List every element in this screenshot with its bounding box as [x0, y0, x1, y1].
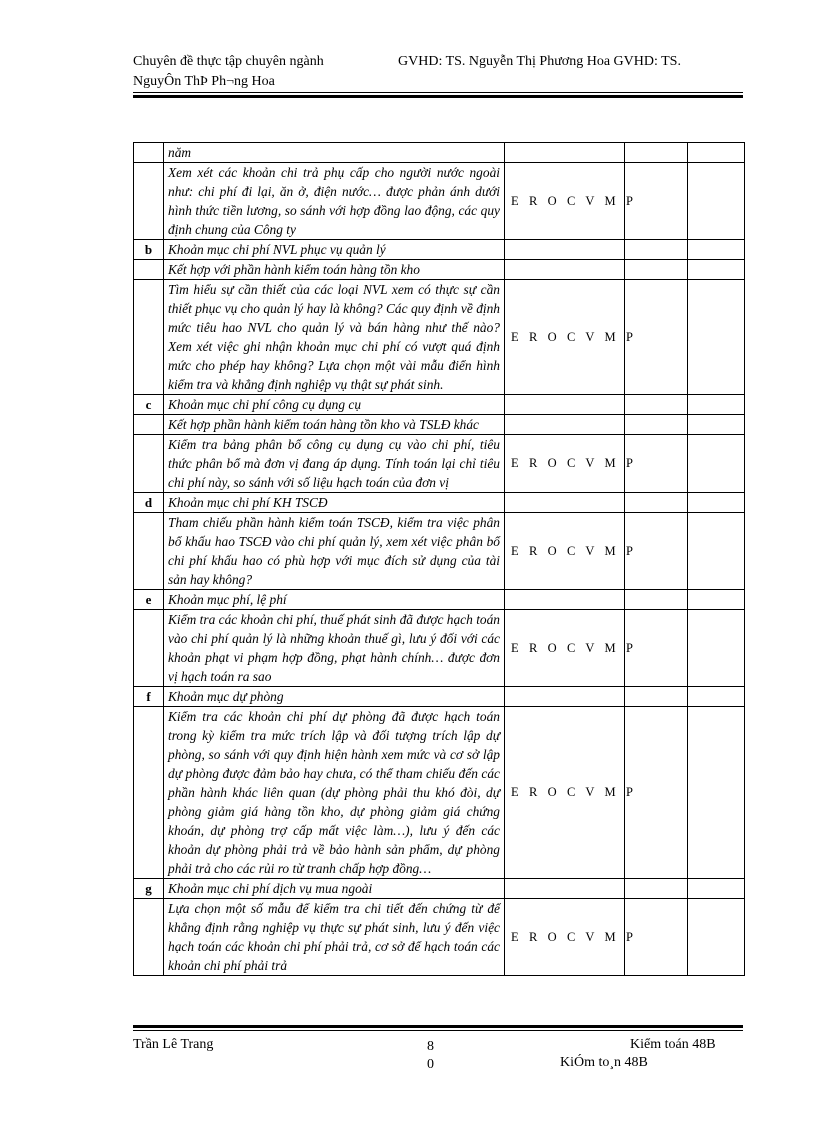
assertion-codes — [505, 493, 625, 513]
procedure-text: Kiểm tra bảng phân bổ công cụ dụng cụ vào chi phí, tiêu thức phân bổ mà đơn vị đang áp dụng. Tính toán lại chỉ tiêu chi phí này, so sánh với số liệu hạch toán của đơn vị — [164, 435, 505, 493]
footer-course: Kiểm toán 48B — [630, 1037, 716, 1052]
assertion-codes — [505, 240, 625, 260]
table-body — [134, 143, 745, 976]
assertion-codes: E R O C V M P — [505, 163, 625, 240]
header-rule-thin — [133, 92, 743, 93]
header-supervisor: GVHD: TS. Nguyễn Thị Phương Hoa GVHD: TS. — [398, 54, 681, 69]
assertion-codes — [505, 415, 625, 435]
section-label — [134, 435, 164, 493]
section-label — [134, 143, 164, 163]
empty-cell — [688, 395, 745, 415]
assertion-codes: E R O C V M P — [505, 707, 625, 879]
table-row — [134, 493, 745, 513]
assertion-codes — [505, 143, 625, 163]
empty-cell — [688, 143, 745, 163]
empty-cell — [688, 899, 745, 976]
section-label — [134, 610, 164, 687]
procedure-text: Kiểm tra các khoản chi phí, thuế phát sinh đã được hạch toán vào chi phí quản lý là những khoản thuế gì, lưu ý đối với các khoản phạt vi phạm hợp đồng, phạt hành chính… được đơn vị hạch toán ra sao — [164, 610, 505, 687]
footer-page-number: 8 — [427, 1039, 434, 1054]
empty-cell — [688, 590, 745, 610]
assertion-codes: E R O C V M P — [505, 513, 625, 590]
empty-cell — [688, 513, 745, 590]
assertion-codes — [505, 687, 625, 707]
table-row — [134, 280, 745, 395]
empty-cell — [625, 143, 688, 163]
table-row — [134, 590, 745, 610]
assertion-codes: E R O C V M P — [505, 610, 625, 687]
assertion-codes: E R O C V M P — [505, 280, 625, 395]
footer-course-garbled: KiÓm to¸n 48B — [560, 1055, 648, 1070]
empty-cell — [688, 415, 745, 435]
footer-rule-thin — [133, 1030, 743, 1031]
table-row — [134, 879, 745, 899]
empty-cell — [625, 240, 688, 260]
section-label: f — [134, 687, 164, 707]
table-row — [134, 143, 745, 163]
header-topic: Chuyên đề thực tập chuyên ngành — [133, 54, 324, 69]
assertion-codes — [505, 395, 625, 415]
section-label — [134, 280, 164, 395]
procedure-text: Lựa chọn một số mẫu để kiểm tra chi tiết đến chứng từ để khẳng định rằng nghiệp vụ thực sự phát sinh, lưu ý đến việc hạch toán các khoản chi phí phải trả, cơ sở để hạch toán các khoản chi phí phải trả — [164, 899, 505, 976]
table-row — [134, 435, 745, 493]
procedure-text: Khoản mục chi phí công cụ dụng cụ — [164, 395, 505, 415]
empty-cell — [688, 163, 745, 240]
procedure-text: Khoản mục phí, lệ phí — [164, 590, 505, 610]
procedure-text: Kết hợp với phần hành kiểm toán hàng tồn kho — [164, 260, 505, 280]
table-row — [134, 707, 745, 879]
empty-cell — [688, 610, 745, 687]
procedure-text: Khoản mục chi phí NVL phục vụ quản lý — [164, 240, 505, 260]
assertion-codes: E R O C V M P — [505, 899, 625, 976]
procedure-text: Khoản mục chi phí dịch vụ mua ngoài — [164, 879, 505, 899]
header-supervisor-garbled: NguyÔn ThÞ Ph¬ng Hoa — [133, 74, 275, 89]
table-row — [134, 240, 745, 260]
empty-cell — [625, 395, 688, 415]
empty-cell — [688, 435, 745, 493]
section-label — [134, 513, 164, 590]
table-row — [134, 415, 745, 435]
section-label — [134, 163, 164, 240]
section-label: d — [134, 493, 164, 513]
table-row — [134, 260, 745, 280]
audit-procedure-table — [133, 142, 745, 976]
procedure-text: Xem xét các khoản chi trả phụ cấp cho người nước ngoài như: chi phí đi lại, ăn ở, điện nước… được phản ánh dưới hình thức tiền lương, so sánh với hợp đồng lao động, các quy định chung của Công ty — [164, 163, 505, 240]
procedure-text: Khoản mục dự phòng — [164, 687, 505, 707]
section-label — [134, 260, 164, 280]
section-label: g — [134, 879, 164, 899]
table-row — [134, 610, 745, 687]
assertion-codes — [505, 590, 625, 610]
procedure-text: năm — [164, 143, 505, 163]
empty-cell — [625, 879, 688, 899]
section-label — [134, 415, 164, 435]
footer-rule-thick — [133, 1025, 743, 1028]
table-row — [134, 513, 745, 590]
procedure-text: Tham chiếu phần hành kiểm toán TSCĐ, kiểm tra việc phân bổ khấu hao TSCĐ vào chi phí quản lý, xem xét việc phân bổ chi phí khấu hao có phù hợp với mục đích sử dụng của tài sản hay không? — [164, 513, 505, 590]
empty-cell — [688, 260, 745, 280]
empty-cell — [625, 260, 688, 280]
section-label — [134, 899, 164, 976]
procedure-text: Khoản mục chi phí KH TSCĐ — [164, 493, 505, 513]
assertion-codes — [505, 879, 625, 899]
assertion-codes — [505, 260, 625, 280]
header-rule-thick — [133, 95, 743, 98]
section-label — [134, 707, 164, 879]
footer-author: Trần Lê Trang — [133, 1037, 214, 1052]
empty-cell — [688, 240, 745, 260]
procedure-text: Kết hợp phần hành kiểm toán hàng tồn kho và TSLĐ khác — [164, 415, 505, 435]
footer-page-number-2: 0 — [427, 1057, 434, 1072]
empty-cell — [688, 707, 745, 879]
empty-cell — [625, 493, 688, 513]
empty-cell — [625, 415, 688, 435]
table-row — [134, 395, 745, 415]
empty-cell — [688, 280, 745, 395]
empty-cell — [625, 590, 688, 610]
section-label: b — [134, 240, 164, 260]
table-row — [134, 163, 745, 240]
section-label: c — [134, 395, 164, 415]
empty-cell — [688, 493, 745, 513]
procedure-text: Tìm hiểu sự cần thiết của các loại NVL xem có thực sự cần thiết phục vụ cho quản lý hay là không? Các quy định về định mức tiêu hao NVL cho quản lý và bán hàng như thế nào? Xem xét việc ghi nhận khoản mục chi phí có vượt quá định mức cho phép hay không? Lựa chọn một vài mẫu điển hình kiểm tra và khẳng định nghiệp vụ thật sự phát sinh. — [164, 280, 505, 395]
section-label: e — [134, 590, 164, 610]
table-row — [134, 899, 745, 976]
procedure-text: Kiểm tra các khoản chi phí dự phòng đã được hạch toán trong kỳ kiểm tra mức trích lập và đối tượng trích lập dự phòng, so sánh với quy định hiện hành xem mức và cơ sở lập dự phòng được đảm bảo hay chưa, có thể tham chiếu đến các phần hành khác liên quan (dự phòng phải thu khó đòi, dự phòng giảm giá hàng tồn kho, dự phòng giảm giá chứng khoán, dự phòng trợ cấp mất việc làm…), lưu ý đến các khoản dự phòng phải trả về bảo hành sản phẩm, dự phòng phải trả cho các rủi ro từ tranh chấp hợp đồng… — [164, 707, 505, 879]
empty-cell — [625, 687, 688, 707]
empty-cell — [688, 879, 745, 899]
assertion-codes: E R O C V M P — [505, 435, 625, 493]
empty-cell — [688, 687, 745, 707]
table-row — [134, 687, 745, 707]
